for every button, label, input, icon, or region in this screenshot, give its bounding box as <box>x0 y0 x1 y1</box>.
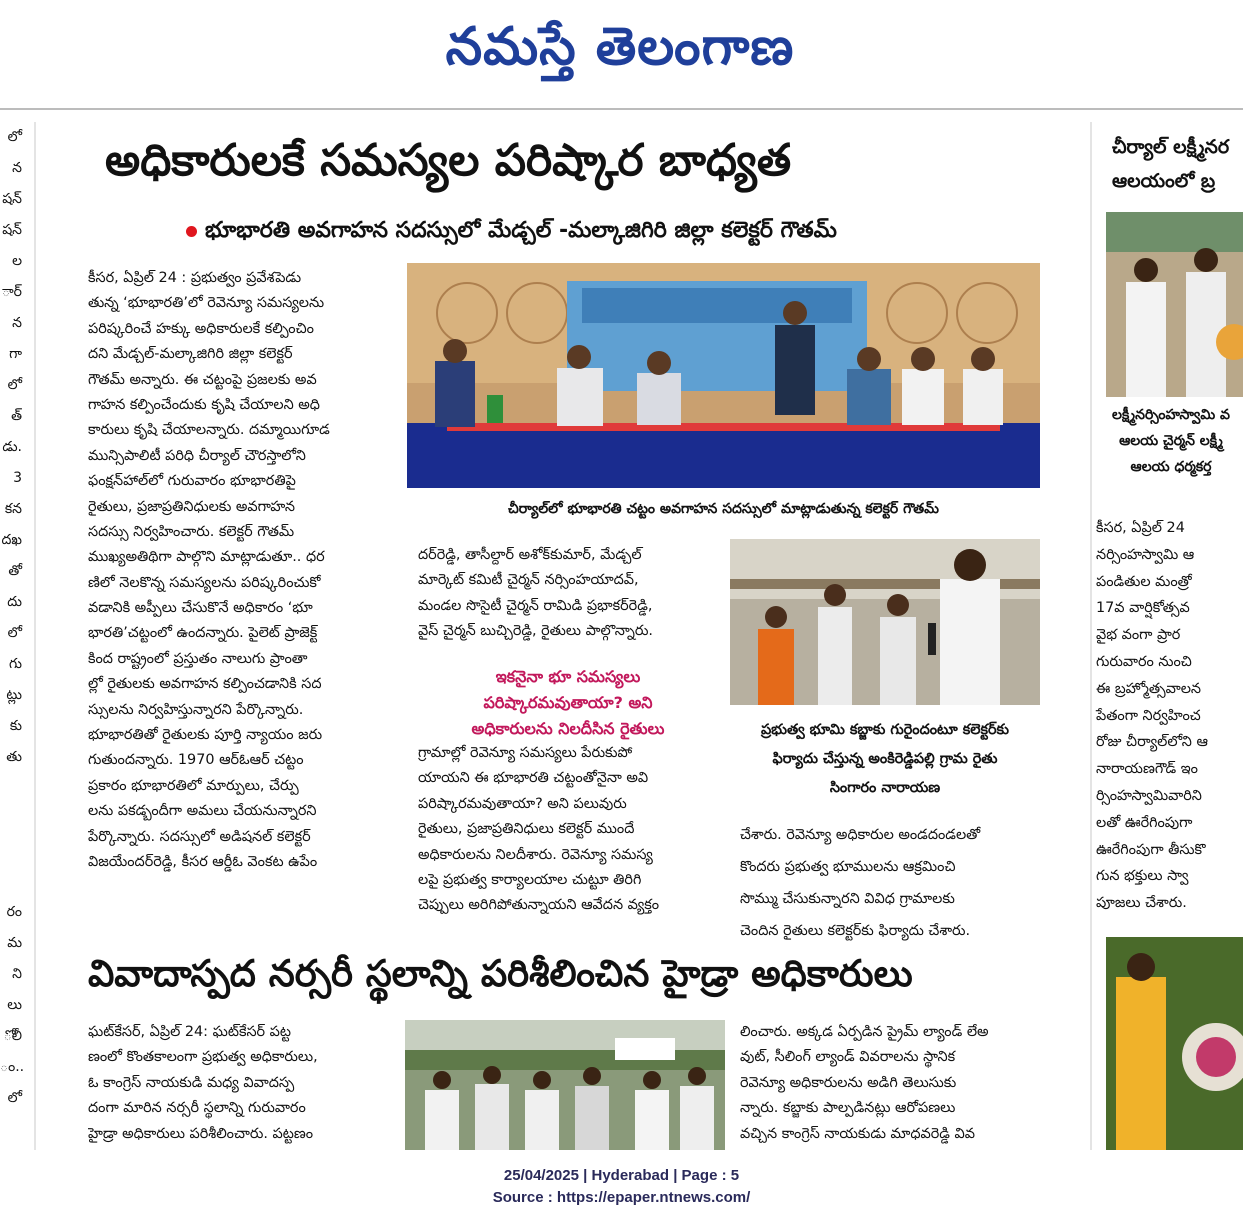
text-line: ణంలో కొంతకాలంగా ప్రభుత్వ అధికారులు, <box>88 1049 318 1066</box>
site-inspection-photo <box>405 1020 725 1150</box>
masthead <box>0 0 1243 108</box>
text-fragment: లో <box>7 1090 22 1106</box>
caption-line: ప్రభుత్వ భూమి కబ్జాకు గురైందంటూ కలెక్టర్‌కు <box>760 722 1010 738</box>
text-fragment: తు <box>6 749 22 765</box>
right-photo-caption <box>1096 402 1243 480</box>
text-line: వైస్ చైర్మన్ బుచ్చిరెడ్డి, రైతులు పాల్గొన్నారు. <box>418 623 654 640</box>
text-fragment: ార్ <box>1 284 22 300</box>
story1-headline: అధికారులకే సమస్యల పరిష్కార బాధ్యత <box>105 135 792 186</box>
story2-column-3 <box>740 1020 1040 1147</box>
text-line: దని మేడ్చల్-మల్కాజిగిరి జిల్లా కలెక్టర్ <box>88 346 293 363</box>
text-line: చెప్పులు అరిగిపోతున్నాయని ఆవేదన వ్యక్తం <box>418 897 660 914</box>
text-line: మండల సొసైటీ చైర్మన్ రామిడి ప్రభాకర్‌రెడ్డి, <box>418 597 653 614</box>
text-line: తున్న ‘భూభారతి’లో రెవెన్యూ సమస్యలను <box>88 295 325 312</box>
text-line: ప్రకారం భూభారతిలో మార్పులు, చేర్పు <box>88 777 299 794</box>
text-line: ఓ కాంగ్రెస్ నాయకుడి మధ్య వివాదస్ప <box>88 1074 295 1091</box>
text-line: అధికారులను నిలదీశారు. రెవెన్యూ సమస్య <box>418 846 653 863</box>
story1-kicker-text: భూభారతి అవగాహన సదస్సులో మేడ్చల్ -మల్కాజిగిరి జిల్లా కలెక్టర్ గౌతమ్ <box>205 218 837 243</box>
story1-column-1 <box>88 266 393 875</box>
text-line: స్సులను నిర్వహిస్తున్నారని పేర్కొన్నారు. <box>88 701 304 718</box>
text-fragment: న <box>12 315 22 331</box>
story1-column-2-top <box>418 543 718 645</box>
text-line: న్నారు. కబ్జాకు పాల్పడినట్లు ఆరోపణలు <box>740 1100 956 1117</box>
text-fragment: న <box>12 160 22 176</box>
text-fragment: ం.. <box>0 1059 25 1075</box>
text-fragment: షన్ <box>2 191 22 207</box>
story1-photo-2 <box>730 539 1040 705</box>
deity-photo <box>1106 937 1243 1150</box>
text-fragment <box>0 835 34 866</box>
text-fragment: త్ <box>11 408 22 424</box>
subheading-line: ఇకనైనా భూ సమస్యలు <box>495 667 641 686</box>
subheading-line: అధికారులను నిలదీసిన రైతులు <box>471 719 665 738</box>
text-fragment: లు <box>7 997 22 1013</box>
text-line: గురువారం నుంచి <box>1096 653 1192 670</box>
story1-photo <box>407 263 1040 488</box>
text-fragment <box>0 866 34 897</box>
left-gutter <box>34 122 36 1150</box>
text-line: వడానికి అప్పీలు చేసుకొనే అధికారం ‘భూ <box>88 600 313 617</box>
text-line: గున భక్తులు స్వా <box>1096 868 1189 885</box>
caption-line: ఆలయ ధర్మకర్త <box>1130 459 1212 475</box>
footer-date-line: 25/04/2025 | Hyderabad | Page : 5 <box>503 1167 740 1184</box>
text-line: దంగా మారిన నర్సరీ స్థలాన్ని గురువారం <box>88 1100 306 1117</box>
right-column <box>1090 122 1243 1150</box>
caption-line: ఫిర్యాదు చేస్తున్న అంకిరెడ్డిపల్లి గ్రామ రైతు <box>772 751 998 767</box>
text-line: వచ్చిన కాంగ్రెస్ నాయకుడు మాధవరెడ్డి వివ <box>740 1125 975 1142</box>
text-line: గాహన కల్పించేందుకు కృషి చేయాలని అధి <box>88 396 320 413</box>
text-fragment: దఖ <box>1 532 22 548</box>
text-fragment: కన <box>4 501 22 517</box>
text-line: కారులు కృషి చేయాలన్నారు. దమ్మాయిగూడ <box>88 422 330 439</box>
text-line: హైడ్రా అధికారులు పరిశీలించారు. పట్టణం <box>88 1125 314 1142</box>
text-line: ల్లో రైతులకు అవగాహన కల్పించడానికి సద <box>88 676 322 693</box>
masthead-divider <box>0 108 1243 110</box>
story2-column-1 <box>88 1020 393 1147</box>
text-line: ణిలో నెలకొన్న సమస్యలను పరిష్కరించుకో <box>88 574 321 591</box>
headline-line: చీర్యాల్ లక్ష్మీనర <box>1112 136 1230 158</box>
text-fragment: లో <box>7 129 22 145</box>
caption-line: లక్ష్మీనర్సింహస్వామి వ <box>1112 407 1230 423</box>
story1-subheading <box>418 664 718 742</box>
conference-photo-illustration <box>407 263 1040 488</box>
right-photo <box>1106 212 1243 397</box>
text-line: రోజు చీర్యాల్‌లోని ఆ <box>1096 734 1208 751</box>
story1-column-3 <box>740 819 1040 947</box>
subheading-line: పరిష్కారమవుతాయా? అని <box>483 693 653 712</box>
footer-source-line: Source : https://epaper.ntnews.com/ <box>492 1189 751 1206</box>
story1-photo-caption: చీర్యాల్‌లో భూభారతి చట్టం అవగాహన సదస్సులో మాట్లాడుతున్న కలెక్టర్ గౌతమ్ <box>508 501 939 517</box>
right-headline <box>1112 130 1229 198</box>
text-fragment: కు <box>9 718 22 734</box>
text-line: కింద రాష్ట్రంలో ప్రస్తుతం నాలుగు ప్రాంతా <box>88 650 308 667</box>
right-text <box>1096 515 1243 917</box>
temple-photo <box>1106 212 1243 397</box>
text-line: భారతి’చట్టంలో ఉందన్నారు. పైలెట్ ప్రాజెక్ట్ <box>88 625 318 642</box>
text-fragment: 3 <box>13 470 22 486</box>
text-fragment: లో <box>7 377 22 393</box>
text-line: లపై ప్రభుత్వ కార్యాలయాల చుట్టూ తిరిగి <box>418 871 642 888</box>
text-fragment: మ <box>7 935 22 951</box>
newspaper-logo: నమస్తే తెలంగాణ <box>445 17 795 77</box>
text-line: నర్సింహస్వామి ఆ <box>1096 546 1195 563</box>
text-line: లతో ఊరేగింపుగా <box>1096 814 1193 831</box>
text-fragment: ల <box>12 253 22 269</box>
caption-line: సింగారం నారాయణ <box>829 780 941 796</box>
text-line: గ్రామాల్లో రెవెన్యూ సమస్యలు పేరుకుపో <box>418 745 633 761</box>
story1-photo-2-caption <box>730 716 1040 803</box>
bullet-icon <box>186 226 197 237</box>
text-line: పరిష్కారమవుతాయా? అని పలువురు <box>418 795 627 812</box>
text-line: మార్కెట్ కమిటీ చైర్మన్ నర్సింహయాదవ్, <box>418 572 639 589</box>
text-line: కీసర, ఏప్రిల్ 24 : ప్రభుత్వం ప్రవేశపెడు <box>88 270 302 286</box>
text-fragment: షన్ <box>2 222 22 238</box>
text-line: కొందరు ప్రభుత్వ భూములను ఆక్రమించి <box>740 859 956 875</box>
text-fragment <box>0 773 34 804</box>
story1-kicker <box>186 218 837 248</box>
text-fragment: దు <box>7 594 22 610</box>
text-line: మున్సిపాలిటీ పరిధి చీర్యాల్ చౌరస్తాలోని <box>88 447 306 464</box>
text-line: భూభారతితో రైతులకు పూర్తి న్యాయం జరు <box>88 727 323 744</box>
text-line: చేశారు. రెవెన్యూ అధికారుల అండదండలతో <box>740 827 981 843</box>
text-line: వైభ వంగా ప్రార <box>1096 627 1181 644</box>
text-line: వుట్, సీలింగ్ ల్యాండ్ వివరాలను స్థానిక <box>740 1049 956 1066</box>
text-line: పూజలు చేశారు. <box>1096 895 1187 912</box>
text-line: పేతంగా నిర్వహించ <box>1096 707 1201 724</box>
text-line: పరిష్కరించే హక్కు అధికారులకే కల్పించిం <box>88 320 314 337</box>
story2-photo <box>405 1020 725 1150</box>
text-line: పండితుల మంత్రో <box>1096 573 1192 590</box>
text-fragment: ట్లు <box>6 687 22 703</box>
text-fragment: ని <box>12 966 22 982</box>
text-line: లను పకడ్బందీగా అమలు చేయనున్నారని <box>88 803 317 820</box>
headline-line: ఆలయంలో బ్ర <box>1112 170 1216 192</box>
text-fragment: తో <box>8 563 22 579</box>
right-photo-2 <box>1106 937 1243 1150</box>
caption-line: ఆలయ చైర్మన్ లక్ష్మీ <box>1119 433 1223 449</box>
text-line: ర్సింహస్వామివారిని <box>1096 787 1202 804</box>
page-footer <box>0 1165 1243 1209</box>
text-line: విజయేందర్‌రెడ్డి, కీసర ఆర్డీఓ వెంకట ఉపేం <box>88 853 318 870</box>
text-line: రైతులు, ప్రజాప్రతినిధులు కలెక్టర్ ముందే <box>418 821 635 838</box>
story2-headline: వివాదాస్పద నర్సరీ స్థలాన్ని పరిశీలించిన హైడ్రా అధికారులు <box>88 952 913 995</box>
text-line: లించారు. అక్కడ ఏర్పడిన ప్రైమ్ ల్యాండ్ లేఅ <box>740 1024 989 1040</box>
text-line: సొమ్ము చేసుకున్నారని వివిధ గ్రామాలకు <box>740 891 955 907</box>
text-line: ఫంక్షన్‌హాల్‌లో గురువారం భూభారతిపై <box>88 473 296 490</box>
story1-column-2-bottom <box>418 741 718 919</box>
text-line: 17వ వార్షికోత్సవ <box>1096 600 1190 617</box>
text-fragment: డు. <box>2 439 22 455</box>
text-line: సదస్సు నిర్వహించారు. కలెక్టర్ గౌతమ్ <box>88 523 295 540</box>
text-fragment <box>0 804 34 835</box>
text-line: ఈ బ్రహ్మోత్సవాలన <box>1096 680 1202 697</box>
farmer-complaint-photo <box>730 539 1040 705</box>
text-fragment: లో <box>7 625 22 641</box>
text-line: దర్‌రెడ్డి, తాసీల్దార్ అశోక్‌కుమార్, మేడ్చల్ <box>418 547 642 563</box>
text-line: నారాయణగౌడ్ ఇం <box>1096 761 1198 778</box>
left-column-fragments <box>0 122 34 1150</box>
text-fragment: రం <box>6 904 22 920</box>
text-fragment: గు <box>8 656 22 672</box>
text-line: ఊరేగింపుగా తీసుకొ <box>1096 841 1206 858</box>
text-fragment: గా <box>9 346 22 362</box>
text-line: కీసర, ఏప్రిల్ 24 <box>1096 520 1185 536</box>
text-line: రెవెన్యూ అధికారులను అడిగి తెలుసుకు <box>740 1074 957 1091</box>
text-line: రైతులు, ప్రజాప్రతినిధులకు అవగాహన <box>88 498 295 515</box>
text-line: గౌతమ్ అన్నారు. ఈ చట్టంపై ప్రజలకు అవ <box>88 371 317 388</box>
text-line: ముఖ్యఅతిథిగా పాల్గొని మాట్లాడుతూ.. ధర <box>88 549 325 566</box>
text-line: పేర్కొన్నారు. సదస్సులో అడిషనల్ కలెక్టర్ <box>88 828 311 845</box>
text-line: యాయని ఈ భూభారతి చట్టంతోనైనా అవి <box>418 770 649 787</box>
text-fragment: ోలీ <box>3 1028 22 1044</box>
text-line: ఘట్‌కేసర్, ఏప్రిల్ 24: ఘట్‌కేసర్ పట్ట <box>88 1024 292 1040</box>
text-line: చెందిన రైతులు కలెక్టర్‌కు ఫిర్యాదు చేశారు. <box>740 923 971 939</box>
text-line: గుతుందన్నారు. 1970 ఆర్ఓఆర్ చట్టం <box>88 752 304 769</box>
